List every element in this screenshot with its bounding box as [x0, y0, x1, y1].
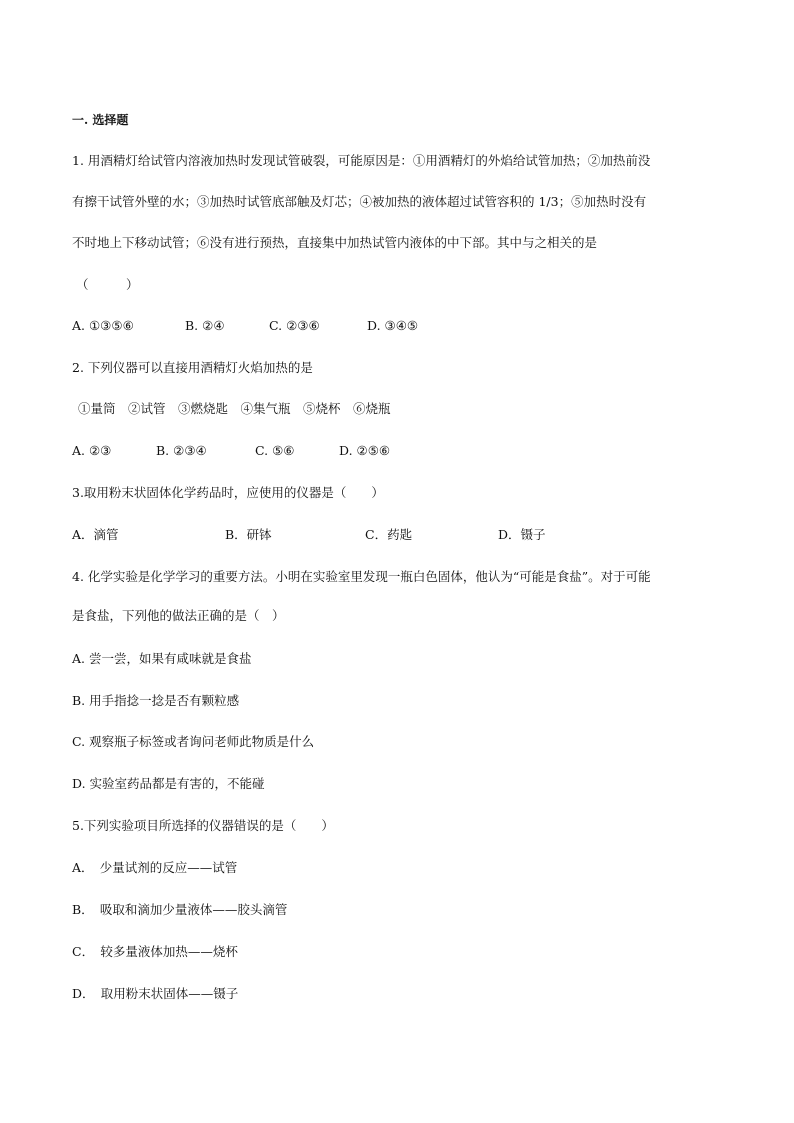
q4-option-a: A. 尝一尝，如果有咸味就是食盐 — [72, 651, 252, 666]
q5-option-b: B． 吸取和滴加少量液体——胶头滴管 — [72, 902, 288, 917]
q4-option-d: D. 实验室药品都是有害的，不能碰 — [72, 776, 265, 791]
q4-line-1: 4. 化学实验是化学学习的重要方法。小明在实验室里发现一瓶白色固体，他认为“可能是食盐”。对于可能 — [72, 569, 651, 584]
q2-items: ①量筒 ②试管 ③燃烧匙 ④集气瓶 ⑤烧杯 ⑥烧瓶 — [78, 401, 391, 416]
q3-option-c: C．药匙 — [365, 527, 413, 542]
q5-option-d: D． 取用粉末状固体——镊子 — [72, 986, 239, 1001]
q4-line-2: 是食盐，下列他的做法正确的是（ ） — [72, 608, 285, 623]
q2-stem: 2. 下列仪器可以直接用酒精灯火焰加热的是 — [72, 360, 313, 375]
q1-line-1: 1. 用酒精灯给试管内溶液加热时发现试管破裂，可能原因是：①用酒精灯的外焰给试管加热；②加热前没 — [72, 153, 651, 168]
q3-stem: 3.取用粉末状固体化学药品时，应使用的仪器是（ ） — [72, 485, 384, 500]
q2-option-a: A. ②③ — [72, 443, 112, 458]
q5-stem: 5.下列实验项目所选择的仪器错误的是（ ） — [72, 818, 334, 833]
q5-option-c: C． 较多量液体加热——烧杯 — [72, 944, 238, 959]
q1-line-3: 不时地上下移动试管；⑥没有进行预热，直接集中加热试管内液体的中下部。其中与之相关的是 — [72, 235, 598, 250]
section-title: 一. 选择题 — [72, 113, 129, 127]
q1-answer-bracket: （ ） — [76, 277, 139, 292]
q2-option-b: B. ②③④ — [156, 443, 207, 458]
q3-option-a: A．滴管 — [72, 527, 119, 542]
q3-option-b: B．研钵 — [225, 527, 272, 542]
q2-option-d: D. ②⑤⑥ — [339, 443, 391, 458]
q4-option-b: B. 用手指捻一捻是否有颗粒感 — [72, 693, 240, 708]
q5-option-a: A． 少量试剂的反应——试管 — [72, 860, 238, 875]
q4-option-c: C. 观察瓶子标签或者询问老师此物质是什么 — [72, 734, 315, 749]
q1-option-c: C. ②③⑥ — [269, 318, 320, 333]
q1-option-b: B. ②④ — [185, 318, 225, 333]
q3-option-d: D．镊子 — [498, 527, 546, 542]
q2-option-c: C. ⑤⑥ — [255, 443, 295, 458]
q1-line-2: 有擦干试管外壁的水；③加热时试管底部触及灯芯；④被加热的液体超过试管容积的 1/3；⑤加热时没有 — [72, 194, 647, 209]
q1-option-d: D. ③④⑤ — [367, 318, 419, 333]
q1-option-a: A. ①③⑤⑥ — [72, 318, 134, 333]
